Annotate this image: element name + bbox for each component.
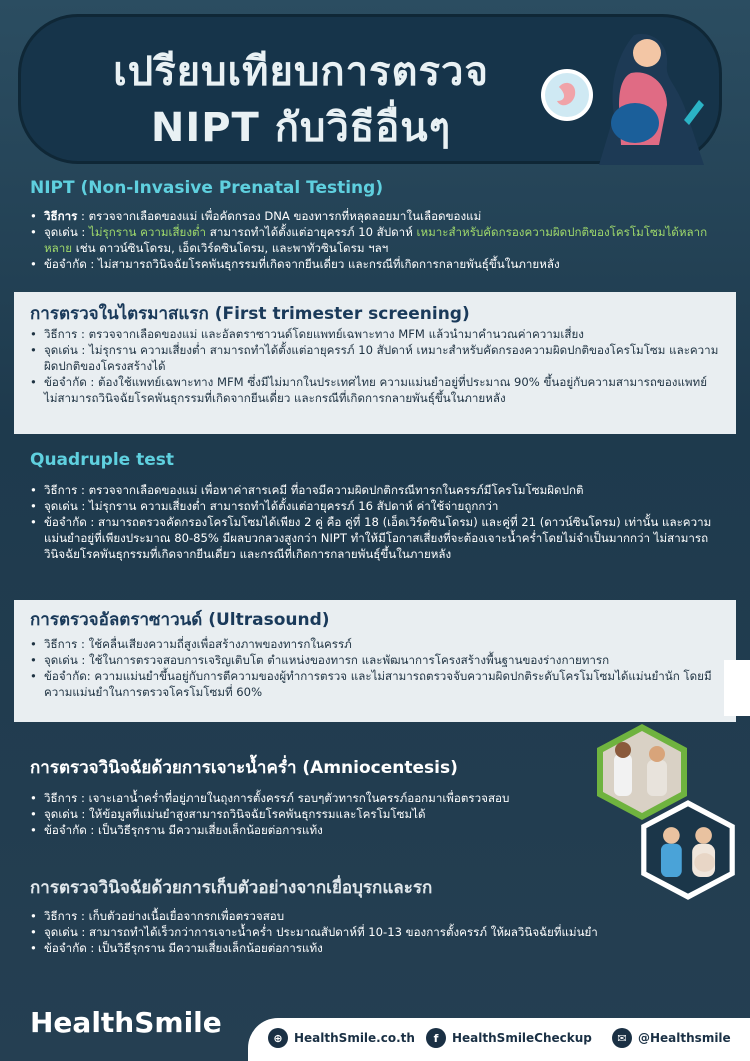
list-item: • จุดเด่น : ไม่รุกราน ความเสี่ยงต่ำ สามารถทำได้ตั้งแต่อายุครรภ์ 16 สัปดาห์ ค่าใช้จ่ายถูกกว่า xyxy=(30,498,720,514)
section-heading-ultrasound: การตรวจอัลตราซาวนด์ (Ultrasound) xyxy=(30,610,330,630)
list-item: • จุดเด่น : ไม่รุกราน ความเสี่ยงต่ำ สามารถทำได้ตั้งแต่อายุครรภ์ 10 สัปดาห์ เหมาะสำหรับคัดกรองความผิดปกติของโครโมโซมได้หลากหลาย เช่น ดาวน์ซินโดรม, เอ็ดเวิร์ดซินโดรม, และพาทัวซินโดรม ฯลฯ xyxy=(30,224,720,256)
list-item: • จุดเด่น : สามารถทำได้เร็วกว่าการเจาะน้ำคร่ำ ประมาณสัปดาห์ที่ 10-13 ของการตั้งครรภ์ ให้ผลวินิจฉัยที่แม่นยำ xyxy=(30,924,720,940)
section-list-quadruple xyxy=(30,482,720,562)
globe-icon: ⊕ xyxy=(268,1028,288,1048)
header-banner xyxy=(18,14,722,164)
section-list-ultrasound xyxy=(30,636,720,700)
pregnant-woman-illustration-icon xyxy=(539,25,709,165)
page-title-line2: NIPT กับวิธีอื่นๆ xyxy=(150,105,452,151)
list-item: • ข้อจำกัด : เป็นวิธีรุกราน มีความเสี่ยงเล็กน้อยต่อการแท้ง xyxy=(30,940,720,956)
facebook-link[interactable]: f HealthSmileCheckup xyxy=(426,1028,592,1048)
list-item: • ข้อจำกัด : ไม่สามารถวินิจฉัยโรคพันธุกรรมที่เกิดจากยีนเดี่ยว และกรณีที่เกิดการกลายพันธุ์ขึ้นในภายหลัง xyxy=(30,256,720,272)
section-heading-amniocentesis: การตรวจวินิจฉัยด้วยการเจาะน้ำคร่ำ (Amniocentesis) xyxy=(30,758,458,778)
list-item: • วิธีการ : ตรวจจากเลือดของแม่ เพื่อคัดกรอง DNA ของทารกที่หลุดลอยมาในเลือดของแม่ xyxy=(30,208,720,224)
list-item: • จุดเด่น : ให้ข้อมูลที่แม่นยำสูงสามารถวินิจฉัยโรคพันธุกรรมและโครโมโซมได้ xyxy=(30,806,610,822)
list-item: • ข้อจำกัด : สามารถตรวจคัดกรองโครโมโซมได้เพียง 2 คู่ คือ คู่ที่ 18 (เอ็ดเวิร์ดซินโดรม) และคู่ที่ 21 (ดาวน์ซินโดรม) เท่านั้น และความแม่นยำอยู่ที่เพียงประมาณ 80-85% มีผลบวกลวงสูงกว่า NIPT ทำให้มีโอกาสเสี่ยงที่จะต้องเจาะน้ำคร่ำโดยไม่จำเป็นมากกว่า ไม่สามารถวินิจฉัยโรคพันธุกรรมที่เกิดจากยีนเดี่ยว และกรณีที่เกิดการกลายพันธุ์ขึ้นในภายหลัง xyxy=(30,514,720,562)
list-item: • ข้อจำกัด: ความแม่นยำขึ้นอยู่กับการตีความของผู้ทำการตรวจ และไม่สามารถตรวจจับความผิดปกติระดับโครโมโซมได้แม่นยำนัก โดยมีความแม่นยำในการตรวจโครโมโซมที่ 60% xyxy=(30,668,720,700)
section-list-cvs xyxy=(30,908,720,956)
consultation-photo-hexagon-icon xyxy=(636,798,740,902)
list-item: • วิธีการ : ตรวจจากเลือดของแม่ และอัลตราซาวนด์โดยแพทย์เฉพาะทาง MFM แล้วนำมาคำนวณค่าความเสี่ยง xyxy=(30,326,720,342)
list-item: • ข้อจำกัด : ต้องใช้แพทย์เฉพาะทาง MFM ซึ่งมีไม่มากในประเทศไทย ความแม่นยำอยู่ที่ประมาณ 90% ขึ้นอยู่กับความสามารถของแพทย์ ไม่สามารถวินิจฉัยโรคพันธุกรรมที่เกิดจากยีนเดี่ยว และกรณีที่เกิดการกลายพันธุ์ขึ้นในภายหลัง xyxy=(30,374,720,406)
line-link[interactable]: ✉ @Healthsmile xyxy=(612,1028,731,1048)
section-heading-quadruple: Quadruple test xyxy=(30,450,175,470)
list-item: • วิธีการ : เจาะเอาน้ำคร่ำที่อยู่ภายในถุงการตั้งครรภ์ รอบๆตัวทารกในครรภ์ออกมาเพื่อตรวจสอบ xyxy=(30,790,610,806)
list-item: • วิธีการ : ใช้คลื่นเสียงความถี่สูงเพื่อสร้างภาพของทารกในครรภ์ xyxy=(30,636,720,652)
section-heading-cvs: การตรวจวินิจฉัยด้วยการเก็บตัวอย่างจากเยื่อบุรกและรก xyxy=(30,878,433,898)
brand-logo: HealthSmile xyxy=(30,1006,222,1039)
page-title-line1: เปรียบเทียบการตรวจ xyxy=(113,49,489,95)
list-item: • จุดเด่น : ไม่รุกราน ความเสี่ยงต่ำ สามารถทำได้ตั้งแต่อายุครรภ์ 10 สัปดาห์ เหมาะสำหรับคัดกรองความผิดปกติของโครโมโซม และความผิดปกติของโครงสร้างได้ xyxy=(30,342,720,374)
list-item: • จุดเด่น : ใช้ในการตรวจสอบการเจริญเติบโต ตำแหน่งของทารก และพัฒนาการโครงสร้างพื้นฐานของร่างกายทารก xyxy=(30,652,720,668)
facebook-icon: f xyxy=(426,1028,446,1048)
section-heading-first-trimester: การตรวจในไตรมาสแรก (First trimester screening) xyxy=(30,304,470,324)
side-tab-marker xyxy=(724,660,750,716)
footer xyxy=(0,1000,750,1061)
section-list-nipt xyxy=(30,208,720,272)
section-heading-nipt: NIPT (Non-Invasive Prenatal Testing) xyxy=(30,178,384,198)
list-item: • วิธีการ : เก็บตัวอย่างเนื้อเยื่อจากรกเพื่อตรวจสอบ xyxy=(30,908,720,924)
line-icon: ✉ xyxy=(612,1028,632,1048)
section-list-amniocentesis xyxy=(30,790,610,838)
list-item: • ข้อจำกัด : เป็นวิธีรุกราน มีความเสี่ยงเล็กน้อยต่อการแท้ง xyxy=(30,822,610,838)
list-item: • วิธีการ : ตรวจจากเลือดของแม่ เพื่อหาค่าสารเคมี ที่อาจมีความผิดปกติกรณีทารกในครรภ์มีโครโมโซมผิดปกติ xyxy=(30,482,720,498)
website-link[interactable]: ⊕ HealthSmile.co.th xyxy=(268,1028,415,1048)
section-list-first-trimester xyxy=(30,326,720,406)
